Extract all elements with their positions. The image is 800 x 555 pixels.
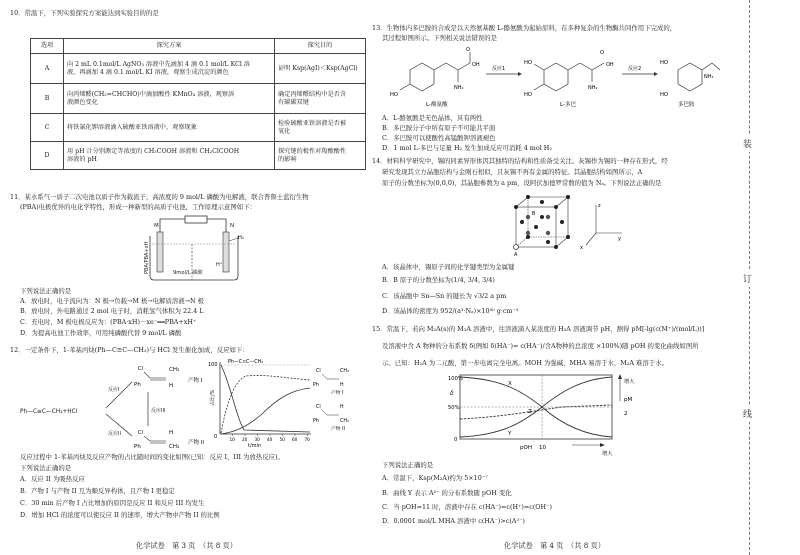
q14-stem-line3: 原子的分数坐标为(0,0,0)，其晶胞参数为 a pm，设阿伏加德罗常数的值为 Nₐ。下列说法正确的是 — [382, 179, 662, 187]
x-axis-label: t/min — [248, 443, 262, 448]
row-goal-line: 探究键的极性对羧酸酸性 — [278, 147, 347, 155]
dopamine-structure — [678, 63, 720, 91]
q14-stem-line2: 研究发现其立方晶胞结构与金刚石相似，且灰锡不再有金属的特征。其晶胞结构如图所示，A — [382, 168, 643, 176]
row-goal — [275, 142, 366, 170]
axes — [586, 205, 622, 245]
row-option: B — [31, 84, 64, 114]
svg-text:H: H — [340, 405, 344, 410]
x-tick-label: 30 — [254, 437, 260, 442]
axis-z-label: z — [598, 203, 601, 209]
q11-question: 下列说法正确的是 — [20, 287, 72, 295]
svg-text:Cl: Cl — [316, 405, 321, 410]
q13-synthesis-scheme — [390, 44, 720, 112]
q15-option-c: C．当 pOH=11 时，溶液中存在 c(HA⁻)=c(H⁺)=c(OH⁻) — [382, 503, 552, 511]
axis-x-label: x — [580, 245, 583, 251]
svg-text:NH₂: NH₂ — [454, 85, 464, 91]
x-tick-label: 60 — [292, 437, 298, 442]
y-0-label: 0 — [214, 434, 218, 440]
row-option: A — [31, 54, 64, 84]
q15-stem-line3: 示。已知：H₂A 为二元酸，第一步电离完全电离。MOH 为强碱，MHA 易溶于水，M₂A 难溶于水。 — [382, 359, 668, 367]
l-dopa-label: L-多巴 — [560, 102, 576, 108]
row-plan-line: 液，再滴加 4 滴 0.1 mol/L KI 溶液，观察生成沉淀的颜色 — [67, 68, 229, 76]
q11-option-b: B．放电时，外电路通过 2 mol 电子时，消耗氢气体积为 22.4 L — [20, 307, 204, 315]
reaction1-label: 反应1 — [492, 66, 506, 72]
table-row — [31, 114, 366, 142]
reactant-curve — [221, 365, 310, 432]
row-option: D — [31, 142, 64, 170]
product-i-label: 产物 I — [188, 378, 203, 384]
electrode-n-label: N — [230, 223, 235, 229]
q10-table — [30, 38, 366, 170]
svg-text:HO: HO — [524, 60, 532, 66]
row-plan-line: 液颜色变化 — [67, 98, 98, 106]
q14-option-a: A．该晶体中，锡原子间的化学键类型为金属键 — [382, 263, 515, 271]
row-plan-line: 用 pH 计分别测定等浓度的 CH₃COOH 溶液和 CH₂ClCOOH — [67, 147, 240, 155]
hplus-label: H⁺ — [216, 262, 223, 268]
binding-char-2: 订 — [743, 270, 752, 287]
q15-option-a: A．常温下，Ksp(M₂A)约为 5×10⁻⁷ — [382, 474, 488, 482]
svg-text:CH₃: CH₃ — [169, 367, 180, 373]
q12-option-b: B．产物 I 与产物 II 互为顺反异构体，且产物 I 更稳定 — [20, 487, 175, 495]
row-goal-line: 确定丙烯醛结构中是否含 — [278, 90, 347, 98]
y-100-label: 100 — [208, 362, 218, 368]
row-option: C — [31, 114, 64, 142]
svg-text:O: O — [600, 50, 604, 56]
delta-label: δ — [450, 390, 454, 397]
chart-product-ii-structure — [313, 404, 349, 424]
svg-text:OH: OH — [472, 62, 480, 68]
q15-distribution-chart — [442, 371, 652, 457]
x-tick-group — [230, 434, 311, 442]
row-goal-line: 证明 Ksp(AgI)＜Ksp(AgCl) — [278, 64, 358, 72]
q13-option-d: D．1 mol L-多巴与足量 H₂ 发生加成反应可消耗 4 mol H₂ — [382, 144, 552, 152]
q12-note: 反应过程中 1-苯基丙炔及反应产物的占比随时间的变化如图(已知：反应 I、III 为放热反应)。 — [20, 453, 284, 461]
q15-option-b: B．曲线 Y 表示 A²⁻ 的分布系数随 pOH 变化 — [382, 489, 512, 497]
svg-text:Cl: Cl — [316, 369, 321, 374]
product-ii-structure — [134, 430, 179, 450]
q13-option-b: B．多巴胺分子中所有原子不可能共平面 — [382, 124, 496, 132]
row-plan-line: 溶液的 pH — [67, 155, 97, 163]
curve-reactant-label: Ph—C≡C—CH₃ — [228, 360, 264, 365]
row-plan — [64, 114, 275, 142]
q12-stem: 12．一定条件下，1-苯基丙炔(Ph—C≡C—CH₃)与 HCl 发生催化加成，反应如下： — [10, 346, 249, 354]
curve-x-label: X — [508, 381, 512, 387]
x-tick-label: 70 — [304, 437, 310, 442]
pba-label: PBA/PBA+xH — [144, 241, 150, 274]
x-tick-label: 50 — [279, 437, 285, 442]
table-header-option: 选项 — [31, 39, 64, 54]
load-label — [187, 214, 199, 215]
svg-text:O: O — [466, 47, 470, 53]
poh-increase-label: 增大 — [602, 451, 613, 457]
axis-y-label: y — [618, 236, 621, 242]
q14-option-b: B．B 原子的分数坐标为(1/4, 3/4, 3/4) — [382, 276, 495, 284]
svg-text:HO: HO — [660, 92, 668, 98]
atoms — [514, 195, 570, 249]
svg-text:HO: HO — [524, 92, 532, 98]
q14-stem-line1: 14．材料科学研究中，锡的同素异形体因其独特的结构和性质备受关注。灰锡作为锡的一种存在形式，经 — [372, 157, 668, 165]
binding-char-3: 线 — [743, 405, 752, 422]
svg-text:Cl: Cl — [138, 366, 144, 372]
table-row — [31, 84, 366, 114]
atom-a-label: A — [514, 252, 518, 258]
chart-product-i-structure — [313, 368, 349, 388]
row-plan — [64, 84, 275, 114]
pm-increase-label: 增大 — [624, 379, 635, 385]
pm-2-label: 2 — [624, 411, 628, 417]
q12-question: 下列说法正确的是 — [20, 464, 72, 472]
row-goal-line: 有碳碳双键 — [278, 98, 309, 106]
table-header-plan: 探究方案 — [64, 39, 275, 54]
reactant-label: Ph—C≡C—CH₃+HCl — [20, 409, 78, 415]
table-row — [31, 54, 366, 84]
y-100-label: 100% — [448, 376, 463, 382]
binding-char-1: 装 — [743, 135, 752, 152]
q12-reaction-scheme — [20, 358, 210, 450]
svg-text:Ph: Ph — [134, 382, 141, 388]
electrode-m — [157, 232, 163, 272]
svg-text:H: H — [169, 430, 174, 436]
svg-text:Ph: Ph — [313, 419, 319, 424]
electrolyte-label: 9mol/L 磷酸 — [173, 270, 203, 276]
y-axis-label: 占比/% — [210, 389, 216, 406]
svg-text:CH₃: CH₃ — [340, 369, 349, 374]
electrode-m-label: M — [154, 223, 159, 229]
q15-stem-line1: 15．常温下，若向 M₂A(s)的 M₂A 溶液中，往溶液滴入某浓度的 H₂A 溶液调节 pH，测得 pM[-lg(c(M⁺)/(mol/L))] — [372, 325, 705, 333]
y-0-label: 0 — [454, 437, 458, 443]
svg-text:Cl: Cl — [138, 430, 144, 436]
reaction-iii-label: 反应III — [151, 408, 166, 414]
svg-text:CH₃: CH₃ — [169, 444, 180, 450]
row-plan-line: 向丙烯醛(CH₂=CHCHO)中滴加酸性 KMnO₄ 溶液，观察溶 — [67, 90, 235, 98]
row-goal-line: 检验硫酸亚铁溶液是否被 — [278, 119, 347, 127]
product-i-structure — [134, 366, 179, 389]
h2-label: H₂ — [238, 235, 244, 241]
pm-axis-label: pM — [624, 397, 633, 403]
q12-kinetics-chart — [206, 356, 356, 448]
y-50-label: 50% — [448, 405, 460, 411]
product-ii-label: 产物 II — [188, 440, 204, 446]
row-plan-line: 将铁氰化钾溶液滴入硫酸亚铁溶液中，观察现象 — [67, 123, 197, 131]
row-goal — [275, 54, 366, 84]
svg-text:Ph: Ph — [313, 383, 319, 388]
q10-stem: 10．常温下，下列实验探究方案能达到实验目的的是 — [10, 9, 159, 17]
l-tyrosine-label: L-酪氨酸 — [426, 102, 448, 108]
q15-stem-line2: 及溶液中含 A 物种的分布系数 δ(例如 δ(HA⁻)= c(HA⁻)/含A物种的总浓度 ×100%)随 pOH 的变化曲线如图所 — [382, 342, 699, 350]
battery-diagram — [140, 214, 260, 284]
svg-text:NH₂: NH₂ — [588, 85, 598, 91]
x-tick-label: 40 — [267, 437, 273, 442]
row-goal — [275, 84, 366, 114]
q11-option-d: D．为提高电池工作效率，可用纯磷酸代替 9 mol/L 磷酸 — [20, 329, 182, 337]
row-plan — [64, 142, 275, 170]
q15-question: 下列说法正确的是 — [382, 461, 434, 469]
curve-z-label: Z — [528, 409, 532, 415]
table-header-row — [31, 39, 366, 54]
svg-text:HO: HO — [390, 92, 398, 98]
q13-option-a: A．L-酪氨酸是无色晶体，具有两性 — [382, 114, 483, 122]
q15-option-d: D．0.0001 mol/L MHA 溶液中 c(HA⁻)>c(A²⁻) — [382, 517, 525, 525]
atom-b-label: B — [532, 211, 536, 217]
svg-text:H: H — [169, 383, 174, 389]
q11-stem-line2: (PBA)电极优异的电化学特性，形成一种新型的高质子电池，工作原理示意图如下： — [20, 203, 256, 211]
x-tick-label: 10 — [229, 437, 235, 442]
curve-y-label: Y — [508, 431, 512, 437]
row-goal-line: 的影响 — [278, 155, 297, 163]
poh-10-label: 10 — [539, 445, 546, 451]
svg-text:NH₂: NH₂ — [704, 74, 714, 80]
row-goal-line: 氧化 — [278, 127, 291, 135]
row-goal — [275, 114, 366, 142]
q11-stem-line1: 11．某水系气一质子二次电池以质子作为载流子，高浓度的 9 mol/L 磷酸为电解液，联合普鲁士蓝衍生物 — [10, 193, 309, 201]
poh-axis-label: pOH — [520, 445, 532, 451]
q14-option-c: C．该晶胞中 Sn—Sn 的键长为 √3/2 a pm — [382, 292, 507, 300]
q12-option-c: C．30 min 后产物 I 占比增加的原因是反应 II 和反应 III 均发生 — [20, 499, 205, 507]
chart-product-i-label: 产物 I — [331, 391, 344, 396]
x-tick-label: 20 — [242, 437, 248, 442]
svg-text:OH: OH — [606, 62, 614, 68]
row-plan — [64, 54, 275, 84]
q13-option-c: C．多巴胺可以使酸性高锰酸钾溶液褪色 — [382, 134, 496, 142]
q14-option-d: D．该晶体的密度为 952/(a³·Nₐ)×10³⁰ g·cm⁻³ — [382, 307, 519, 315]
row-plan-line: 向 2 mL 0.1mol/L AgNO₃ 溶液中先滴加 4 滴 0.1 mol/L KCl 溶 — [67, 60, 250, 68]
svg-text:CH₃: CH₃ — [340, 419, 349, 424]
product-ii-curve — [221, 388, 310, 434]
table-header-goal: 探究目的 — [275, 39, 366, 54]
dopamine-label: 多巴胺 — [678, 102, 695, 108]
table-row — [31, 142, 366, 170]
q11-option-a: A．放电时，电子流向为：N 极→负载→M 极→电解质溶液→N 极 — [20, 297, 205, 305]
svg-text:Ph: Ph — [134, 444, 141, 450]
q11-option-c: C．充电时，M 极电极反应为：(PBA·xH)－xe⁻══PBA+xH⁺ — [20, 318, 197, 326]
q13-stem-line1: 13．生物体内多巴胺的合成是以天然氨基酸 L-酪氨酸为起始原料，在多种复杂的生物酶共同作用下完成的， — [372, 24, 677, 32]
q14-unit-cell — [508, 193, 628, 259]
left-page-footer: 化学试卷 第 3 页 （共 8 页） — [136, 541, 237, 550]
svg-text:H: H — [340, 383, 344, 388]
reaction-i-label: 反应I — [108, 387, 120, 393]
load-box — [185, 216, 207, 223]
reaction-ii-label: 反应II — [108, 431, 121, 437]
svg-text:HO: HO — [660, 60, 668, 66]
reaction2-label: 反应2 — [628, 66, 642, 72]
electrode-n — [223, 232, 229, 272]
q12-option-a: A．反应 II 为吸热反应 — [20, 475, 85, 483]
q13-stem-line2: 其过程如图所示。下列相关说法错误的是 — [382, 34, 498, 42]
q12-option-d: D．增加 HCl 的浓度可以使反应 II 的速率，增大产物中产物 II 的比例 — [20, 511, 220, 519]
right-page-footer: 化学试卷 第 4 页 （共 8 页） — [504, 541, 605, 550]
chart-product-ii-label: 产物 II — [331, 427, 345, 432]
